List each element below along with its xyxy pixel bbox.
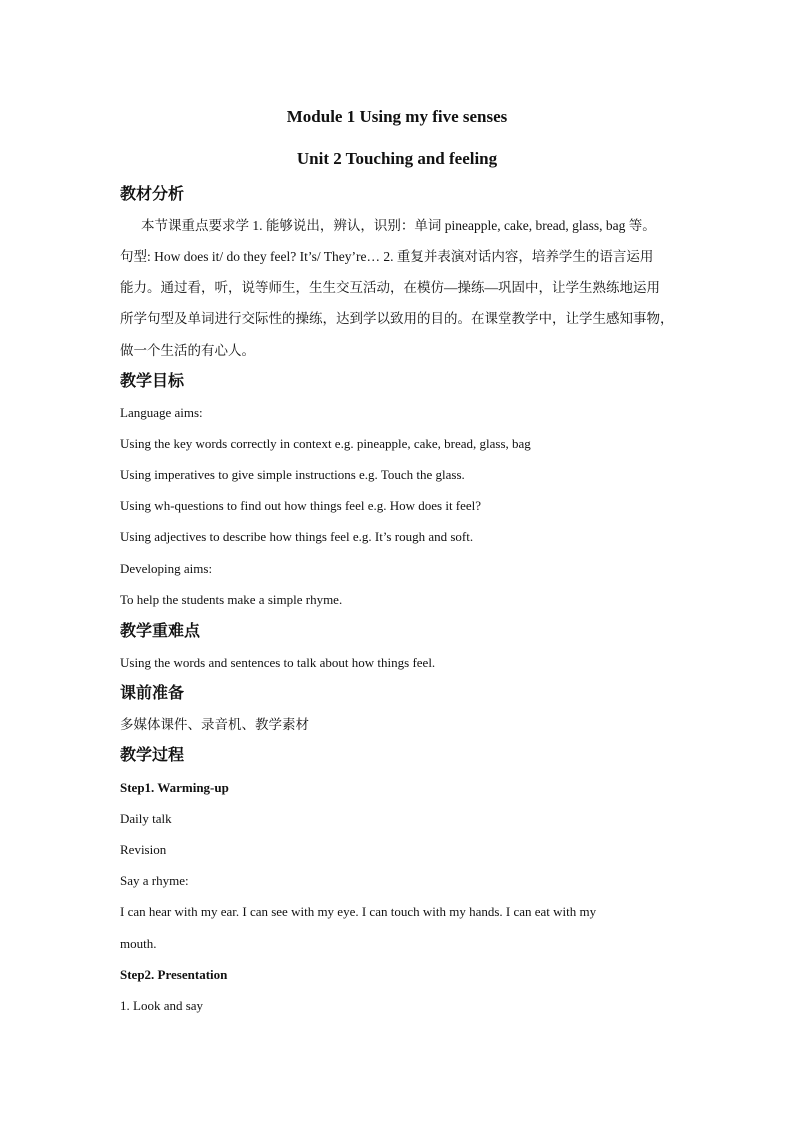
section-heading-process: 教学过程 xyxy=(120,747,185,764)
analysis-paragraph-line: 句型: How does it/ do they feel? It’s/ They’re… 2. 重复并表演对话内容，培养学生的语言运用 xyxy=(120,249,654,264)
process-line: 1. Look and say xyxy=(120,998,204,1013)
objectives-line: To help the students make a simple rhyme. xyxy=(120,592,343,607)
step-heading: Step2. Presentation xyxy=(120,967,228,982)
analysis-paragraph-line: 做一个生活的有心人。 xyxy=(120,343,255,358)
process-line: Revision xyxy=(120,842,167,857)
section-heading-preparation: 课前准备 xyxy=(120,685,185,702)
analysis-paragraph-line: 能力。通过看，听，说等师生，生生交互活动，在模仿—操练—巩固中，让学生熟练地运用 xyxy=(120,280,660,295)
objectives-line: Using adjectives to describe how things feel e.g. It’s rough and soft. xyxy=(120,529,474,544)
process-line: Daily talk xyxy=(120,811,172,826)
objectives-line: Language aims: xyxy=(120,405,203,420)
process-line: I can hear with my ear. I can see with my eye. I can touch with my hands. I can eat with my xyxy=(120,904,597,919)
key-points-line: Using the words and sentences to talk about how things feel. xyxy=(120,655,436,670)
analysis-paragraph-line: 本节课重点要求学 1. 能够说出，辨认，识别：单词 pineapple, cake, bread, glass, bag 等。 xyxy=(141,218,656,233)
document-title: Module 1 Using my five senses xyxy=(286,107,508,126)
process-line: mouth. xyxy=(120,936,157,951)
preparation-line: 多媒体课件、录音机、教学素材 xyxy=(120,717,309,732)
section-heading-objectives: 教学目标 xyxy=(120,373,185,390)
process-line: Say a rhyme: xyxy=(120,873,189,888)
section-heading-key-points: 教学重难点 xyxy=(120,623,201,640)
objectives-line: Using wh-questions to find out how things feel e.g. How does it feel? xyxy=(120,498,482,513)
section-heading-analysis: 教材分析 xyxy=(120,186,185,203)
objectives-line: Using the key words correctly in context e.g. pineapple, cake, bread, glass, bag xyxy=(120,436,531,451)
objectives-line: Developing aims: xyxy=(120,561,213,576)
objectives-line: Using imperatives to give simple instructions e.g. Touch the glass. xyxy=(120,467,465,482)
document-subtitle: Unit 2 Touching and feeling xyxy=(296,149,498,168)
analysis-paragraph-line: 所学句型及单词进行交际性的操练，达到学以致用的目的。在课堂教学中，让学生感知事物， xyxy=(120,311,674,326)
step-heading: Step1. Warming-up xyxy=(120,780,229,795)
